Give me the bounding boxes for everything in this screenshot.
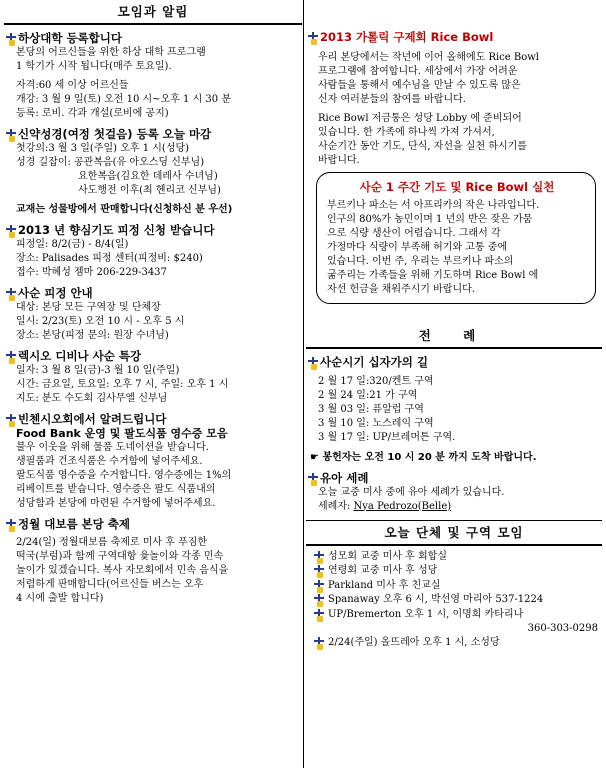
text-line: 성당함과 본당에 마련된 수거함에 넣어주세요. bbox=[16, 497, 216, 509]
text-line: 오늘 교중 미사 중에 유아 세례가 있습니다. bbox=[318, 486, 505, 498]
notice-heading: 정월 대보름 본당 축제 bbox=[18, 516, 130, 531]
notice-heading: 2013 년 향심기도 피정 신청 받습니다 bbox=[18, 222, 215, 237]
text-line: 팔도식품 영수증을 수거합니다. 영수증에는 1%의 bbox=[16, 469, 232, 481]
text-line: 있습니다. 한 가족에 하나씩 가져 가셔서, bbox=[318, 127, 495, 138]
text-line: 굶주리는 가족들을 위해 기도하며 Rice Bowl 에 bbox=[327, 270, 539, 281]
text-line: 4 시에 출발 합니다) bbox=[16, 592, 104, 604]
divider bbox=[306, 544, 602, 546]
cross-icon bbox=[6, 33, 16, 45]
cross-icon bbox=[314, 565, 324, 577]
text-line: 교재는 성물방에서 판매합니다(신청하신 분 우선) bbox=[16, 203, 233, 215]
text-line: 대상: 본당 모든 구역장 및 단체장 bbox=[16, 301, 161, 313]
text-line: 3 월 03 일: 퓨알럽 구역 bbox=[318, 403, 424, 415]
divider bbox=[4, 23, 302, 25]
text-line bbox=[318, 500, 602, 514]
text-line: 피정일: 8/2(금) - 8/4(일) bbox=[16, 238, 129, 250]
phone-number: 360-303-0298 bbox=[527, 623, 598, 634]
text-line: 2 월 24 일:21 가 구역 bbox=[318, 389, 418, 401]
list-item bbox=[306, 593, 602, 608]
text-line: 저렴하게 판매합니다(어르신들 버스는 오후 bbox=[16, 578, 204, 590]
notice-retreat-2013 bbox=[4, 223, 302, 280]
meeting-text: Spanaway 오후 6 시, 박선영 마리아 537-1224 bbox=[328, 594, 544, 605]
notice-lent-retreat bbox=[4, 286, 302, 343]
cross-icon bbox=[308, 32, 318, 44]
text-line: 자선 헌금을 채워주시기 바랍니다. bbox=[327, 284, 475, 295]
text-line: 요한복음(김요한 데레사 수녀님) bbox=[78, 170, 218, 182]
notice-rice-bowl bbox=[306, 30, 602, 168]
box-title: 사순 1 주간 기도 및 Rice Bowl 실천 bbox=[359, 180, 555, 194]
cross-icon bbox=[314, 637, 324, 649]
text-line: 놀이가 있겠습니다. 복사 자모회에서 민속 음식을 bbox=[16, 564, 229, 576]
cross-icon bbox=[314, 580, 324, 592]
text-line: 일시: 2/23(토) 오전 10 시 - 오후 5 시 bbox=[16, 315, 185, 327]
notice-lectio-divina bbox=[4, 349, 302, 406]
text-line: 자격:60 세 이상 어르신들 bbox=[16, 79, 129, 91]
meeting-text: 연령회 교중 미사 후 성당 bbox=[328, 565, 438, 576]
text-line: 3 월 17 일: UP/브레머튼 구역. bbox=[318, 431, 456, 443]
section-title-meetings: 오늘 단체 및 구역 모임 bbox=[384, 525, 524, 540]
cross-icon bbox=[308, 473, 318, 485]
text-line: 장소: 본당(피정 문의: 원장 수녀님) bbox=[16, 329, 169, 341]
notice-full-moon-festival bbox=[4, 517, 302, 606]
text-line: 1 학기가 시작 됩니다(매주 토요일). bbox=[16, 60, 172, 72]
text-line: 프로그램에 참여합니다. 세상에서 가장 어려운 bbox=[318, 66, 518, 77]
text-line: 접수: 박혜성 젬마 206-229-3437 bbox=[16, 266, 167, 278]
left-column bbox=[4, 0, 302, 606]
text-line: 떡국(부럼)과 함께 구역대항 윷놀이와 각종 민속 bbox=[16, 550, 224, 562]
text-line: 장소: Palisades 피정 센터(피정비: $240) bbox=[16, 252, 203, 264]
text-line: 신자 여러분들의 참여를 바랍니다. bbox=[318, 94, 466, 105]
cross-icon bbox=[6, 414, 16, 426]
text-line: 불우 이웃을 위해 물품 도네이션을 받습니다. bbox=[16, 441, 209, 453]
notice-heading: 사순 피정 안내 bbox=[18, 285, 93, 300]
notice-vincent-society bbox=[4, 412, 302, 511]
cross-icon bbox=[308, 357, 318, 369]
notice-hasang-college bbox=[4, 31, 302, 121]
notice-heading: 렉시오 디비나 사순 특강 bbox=[18, 348, 142, 363]
section-title-liturgy: 전 례 bbox=[418, 328, 490, 343]
cross-icon bbox=[6, 288, 16, 300]
cross-icon bbox=[6, 351, 16, 363]
list-item bbox=[306, 579, 602, 594]
text-line: 부르키나 파소는 서 아프리카의 작은 나라입니다. bbox=[327, 200, 540, 211]
text-line: 사순기간 동안 기도, 단식, 자선을 실천 하시기를 bbox=[318, 141, 527, 152]
text-line: 성경 길잡이: 공관복음(유 아오스딩 신부님) bbox=[16, 156, 205, 168]
notice-heading: 유아 세례 bbox=[320, 470, 369, 485]
cross-icon bbox=[6, 225, 16, 237]
notice-new-testament bbox=[4, 127, 302, 217]
text-line: 인구의 80%가 농민이며 1 년의 반은 잦은 가뭄 bbox=[327, 214, 533, 225]
text-line: 있습니다. 이번 주, 우리는 부르키나 파소의 bbox=[327, 256, 514, 267]
text-line: 등록: 로비. 각과 개설(로비에 공지) bbox=[16, 107, 169, 119]
text-line: 가정마다 식량이 부족해 허기와 고통 중에 bbox=[327, 242, 508, 253]
section-title-announcements: 모임과 알림 bbox=[117, 4, 189, 19]
text-line: 3 월 10 일: 노스레익 구역 bbox=[318, 417, 434, 429]
divider bbox=[306, 347, 602, 349]
text-line: Rice Bowl 저금통은 성당 Lobby 에 준비되어 bbox=[318, 113, 522, 124]
list-item bbox=[306, 636, 602, 651]
notice-heading: 2013 가톨릭 구제회 Rice Bowl bbox=[320, 30, 494, 44]
notice-subheading: Food Bank 운영 및 팔도식품 영수증 모음 bbox=[16, 426, 228, 440]
meeting-text: 2/24(주일) 올뜨레아 오후 1 시, 소성당 bbox=[328, 637, 500, 648]
text-line: 우리 본당에서는 작년에 이어 올해에도 Rice Bowl bbox=[318, 52, 540, 63]
cross-icon bbox=[314, 551, 324, 563]
text-line: 으로 식량 생산이 어렵습니다. 그래서 각 bbox=[327, 228, 501, 239]
offering-notice: ☛ 봉헌자는 오전 10 시 20 분 까지 도착 바랍니다. bbox=[310, 451, 537, 463]
cross-icon bbox=[314, 609, 324, 621]
cross-icon bbox=[6, 129, 16, 141]
notice-heading: 신약성경(여정 첫걸음) 등록 오늘 마감 bbox=[18, 126, 212, 141]
meeting-list bbox=[306, 550, 602, 651]
text-line: 사도행전 이후(최 헨리코 신부님) bbox=[78, 184, 221, 196]
notice-heading: 하상대학 등록합니다 bbox=[18, 30, 122, 45]
meeting-text: Parkland 미사 후 친교실 bbox=[328, 579, 441, 591]
notice-heading: 빈첸시오회에서 알려드립니다 bbox=[18, 411, 167, 426]
lent-week1-box bbox=[316, 172, 596, 304]
text-line: 2/24(일) 정월대보름 축제로 미사 후 푸짐한 bbox=[16, 536, 208, 548]
text-line: 시간: 금요일, 토요일: 오후 7 시, 주일: 오후 1 시 bbox=[16, 378, 229, 390]
text-line: 일자: 3 월 8 일(금)-3 월 10 일(주일) bbox=[16, 364, 180, 376]
text-line: 사람들을 통해서 예수님을 만날 수 있도록 많은 bbox=[318, 80, 521, 91]
text-line: 본당의 어르신들을 위한 하상 대학 프로그램 bbox=[16, 46, 206, 58]
text-line: 리베이트를 받습니다. 영수증은 팔도 식품내의 bbox=[16, 483, 216, 495]
list-item bbox=[306, 608, 602, 623]
right-column bbox=[306, 0, 602, 651]
meeting-text: UP/Bremerton 오후 1 시, 이명희 카타리나 bbox=[328, 608, 524, 620]
text-line: 바랍니다. bbox=[318, 155, 360, 166]
list-item bbox=[306, 564, 602, 579]
notice-infant-baptism bbox=[306, 471, 602, 514]
notice-heading: 사순시기 십자가의 길 bbox=[320, 354, 428, 369]
baptism-name: Nya Pedrozo(Belle) bbox=[353, 500, 452, 512]
baptism-label: 세례자: bbox=[318, 500, 354, 512]
meeting-text: 성모회 교중 미사 후 회합실 bbox=[328, 550, 447, 562]
list-item bbox=[306, 550, 602, 565]
text-line: 개강: 3 월 9 일(토) 오전 10 시~오후 1 시 30 분 bbox=[16, 93, 231, 105]
column-divider bbox=[303, 0, 304, 768]
notice-stations-of-cross bbox=[306, 355, 602, 445]
text-line: 첫강의:3 월 3 일(주일) 오후 1 시(성당) bbox=[16, 142, 190, 154]
text-line: 지도: 분도 수도회 김사무엘 신부님 bbox=[16, 392, 168, 404]
cross-icon bbox=[6, 519, 16, 531]
notice-text: 봉헌자는 오전 10 시 20 분 까지 도착 바랍니다. bbox=[322, 451, 537, 463]
text-line: 2 월 17 일:320/켄트 구역 bbox=[318, 375, 434, 387]
cross-icon bbox=[314, 594, 324, 606]
text-line: 생필품과 건조식품은 수거함에 넣어주세요. bbox=[16, 455, 203, 467]
